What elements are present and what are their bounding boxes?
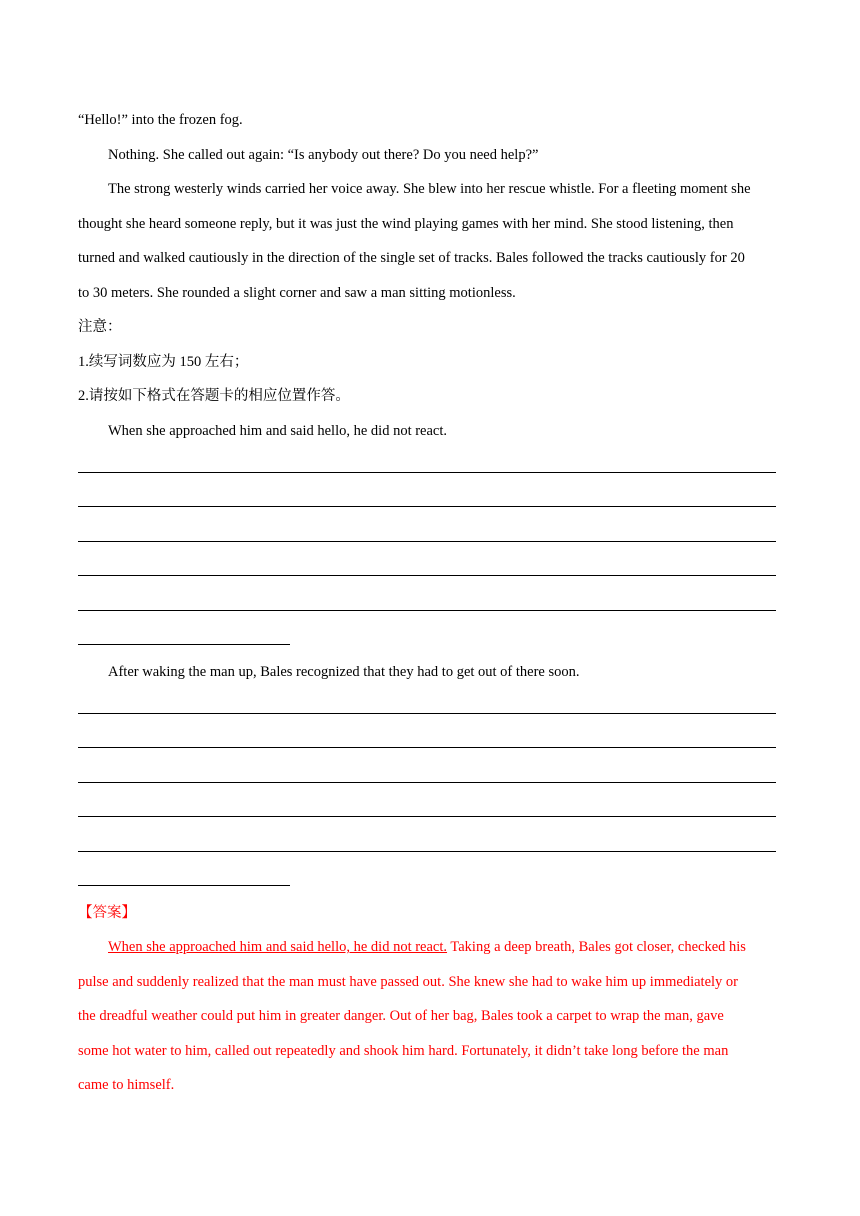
passage-line-5: turned and walked cautiously in the direction of the single set of tracks. Bales followed the tracks cautiously for 20 bbox=[78, 250, 745, 266]
paragraph-2-prompt: After waking the man up, Bales recognized that they had to get out of there soon. bbox=[108, 664, 580, 680]
answer-line-3: the dreadful weather could put him in greater danger. Out of her bag, Bales took a carpet to wrap the man, gave bbox=[78, 1008, 724, 1024]
answer-line bbox=[78, 506, 776, 507]
answer-line bbox=[78, 816, 776, 817]
notes-item-1: 1.续写词数应为 150 左右； bbox=[78, 354, 249, 370]
passage-line-4: thought she heard someone reply, but it was just the wind playing games with her mind. She stood listening, then bbox=[78, 216, 734, 232]
answer-line bbox=[78, 575, 776, 576]
answer-line bbox=[78, 610, 776, 611]
answer-label: 【答案】 bbox=[78, 905, 136, 921]
answer-line bbox=[78, 541, 776, 542]
answer-line-4: some hot water to him, called out repeatedly and shook him hard. Fortunately, it didn’t take long before the man bbox=[78, 1043, 729, 1059]
passage-line-1: “Hello!” into the frozen fog. bbox=[78, 112, 243, 128]
answer-line bbox=[78, 747, 776, 748]
answer-line-1 bbox=[108, 938, 812, 956]
answer-line-short bbox=[78, 885, 290, 886]
notes-item-2: 2.请按如下格式在答题卡的相应位置作答。 bbox=[78, 388, 350, 404]
answer-line bbox=[78, 713, 776, 714]
answer-line-5: came to himself. bbox=[78, 1077, 175, 1093]
notes-heading: 注意： bbox=[78, 319, 122, 335]
answer-line-1-rest: Taking a deep breath, Bales got closer, checked his bbox=[447, 939, 746, 955]
passage-line-6: to 30 meters. She rounded a slight corner and saw a man sitting motionless. bbox=[78, 285, 516, 301]
answer-line bbox=[78, 851, 776, 852]
passage-line-2: Nothing. She called out again: “Is anybody out there? Do you need help?” bbox=[108, 147, 539, 163]
answer-line-2: pulse and suddenly realized that the man must have passed out. She knew she had to wake him up immediately or bbox=[78, 974, 738, 990]
paragraph-1-prompt: When she approached him and said hello, he did not react. bbox=[108, 423, 448, 439]
passage-line-3: The strong westerly winds carried her voice away. She blew into her rescue whistle. For a fleeting moment she bbox=[108, 181, 751, 197]
answer-line bbox=[78, 782, 776, 783]
answer-line bbox=[78, 472, 776, 473]
answer-first-sentence: When she approached him and said hello, he did not react. bbox=[108, 939, 448, 955]
answer-line-short bbox=[78, 644, 290, 645]
